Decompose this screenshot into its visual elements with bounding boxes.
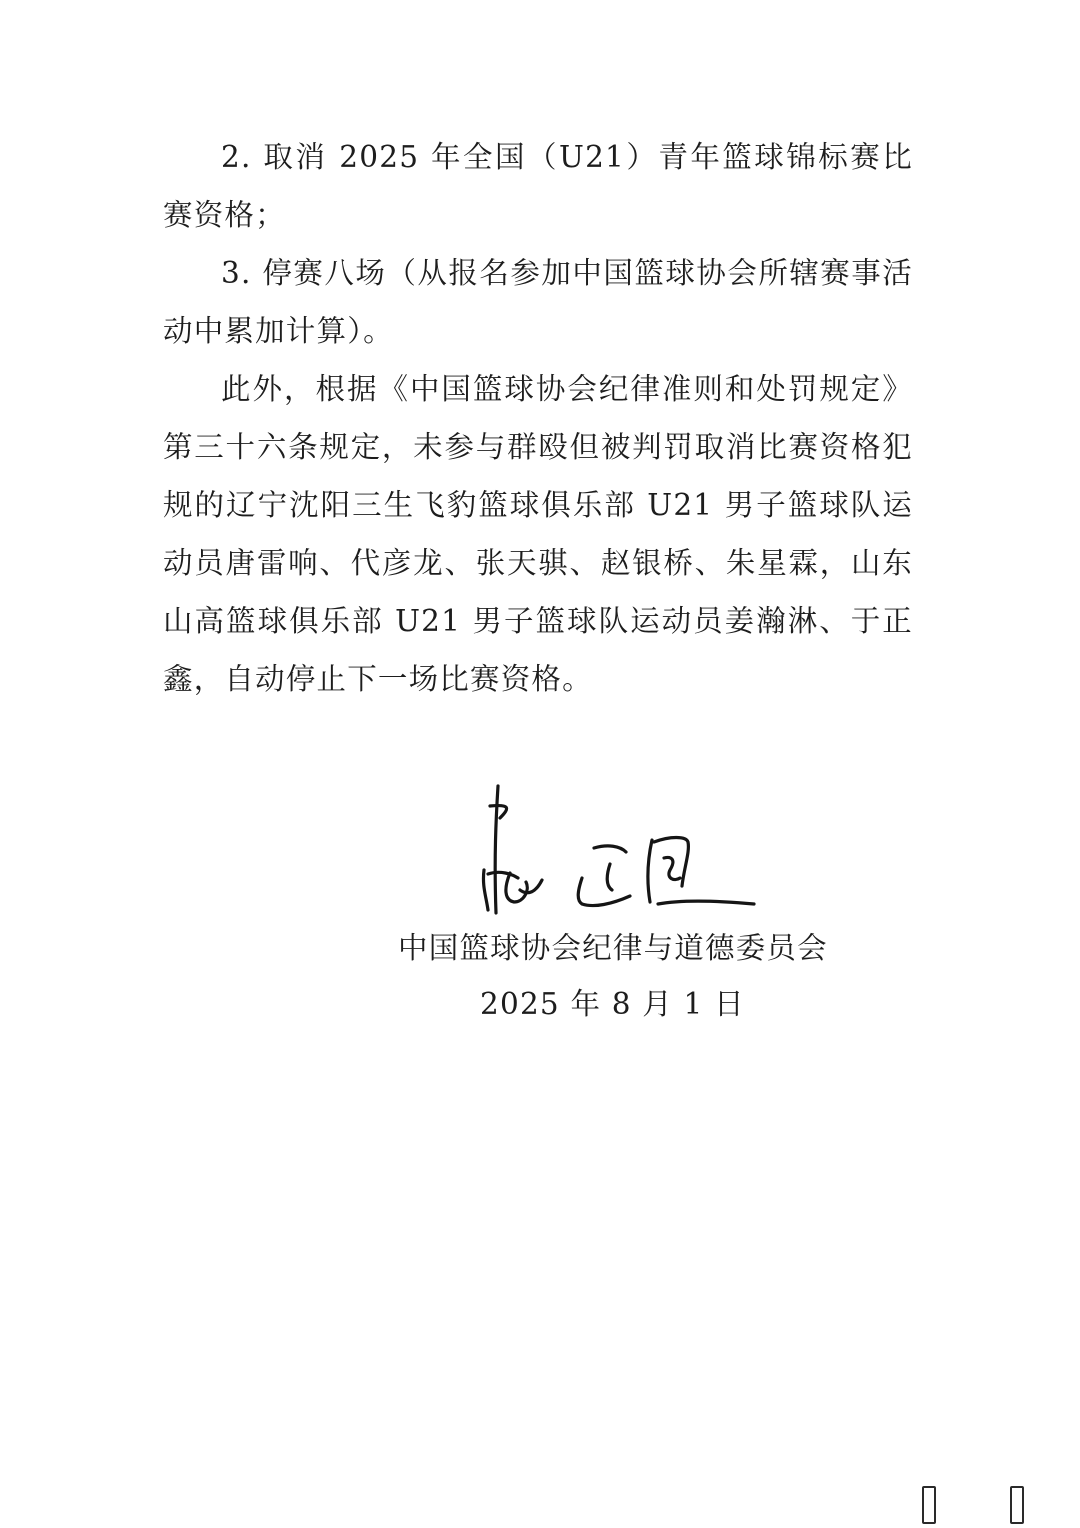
issuing-organization: 中国篮球协会纪律与道德委员会 — [398, 931, 828, 965]
paragraph-item-2: 2. 取消 2025 年全国（U21）青年篮球锦标赛比赛资格； — [163, 140, 913, 232]
paragraph-supplement: 此外，根据《中国篮球协会纪律准则和处罚规定》第三十六条规定，未参与群殴但被判罚取消比赛资格犯规的辽宁沈阳三生飞豹篮球俱乐部 U21 男子篮球队运动员唐雷响、代彦龙、张天骐、赵银桥、朱星霖，山东山高篮球俱乐部 U21 男子篮球队运动员姜瀚淋、于正鑫，自动停止下一场比赛资格。 — [163, 372, 913, 696]
document-body — [163, 128, 913, 708]
paragraph-item-3: 3. 停赛八场（从报名参加中国篮球协会所辖赛事活动中累加计算）。 — [163, 256, 913, 348]
issue-date: 2025 年 8 月 1 日 — [480, 987, 745, 1021]
scrollbar-track-end[interactable] — [1010, 1486, 1024, 1524]
page-edge-control — [916, 1488, 1056, 1528]
handwritten-signature — [470, 778, 770, 928]
scrollbar-thumb[interactable] — [922, 1486, 936, 1524]
